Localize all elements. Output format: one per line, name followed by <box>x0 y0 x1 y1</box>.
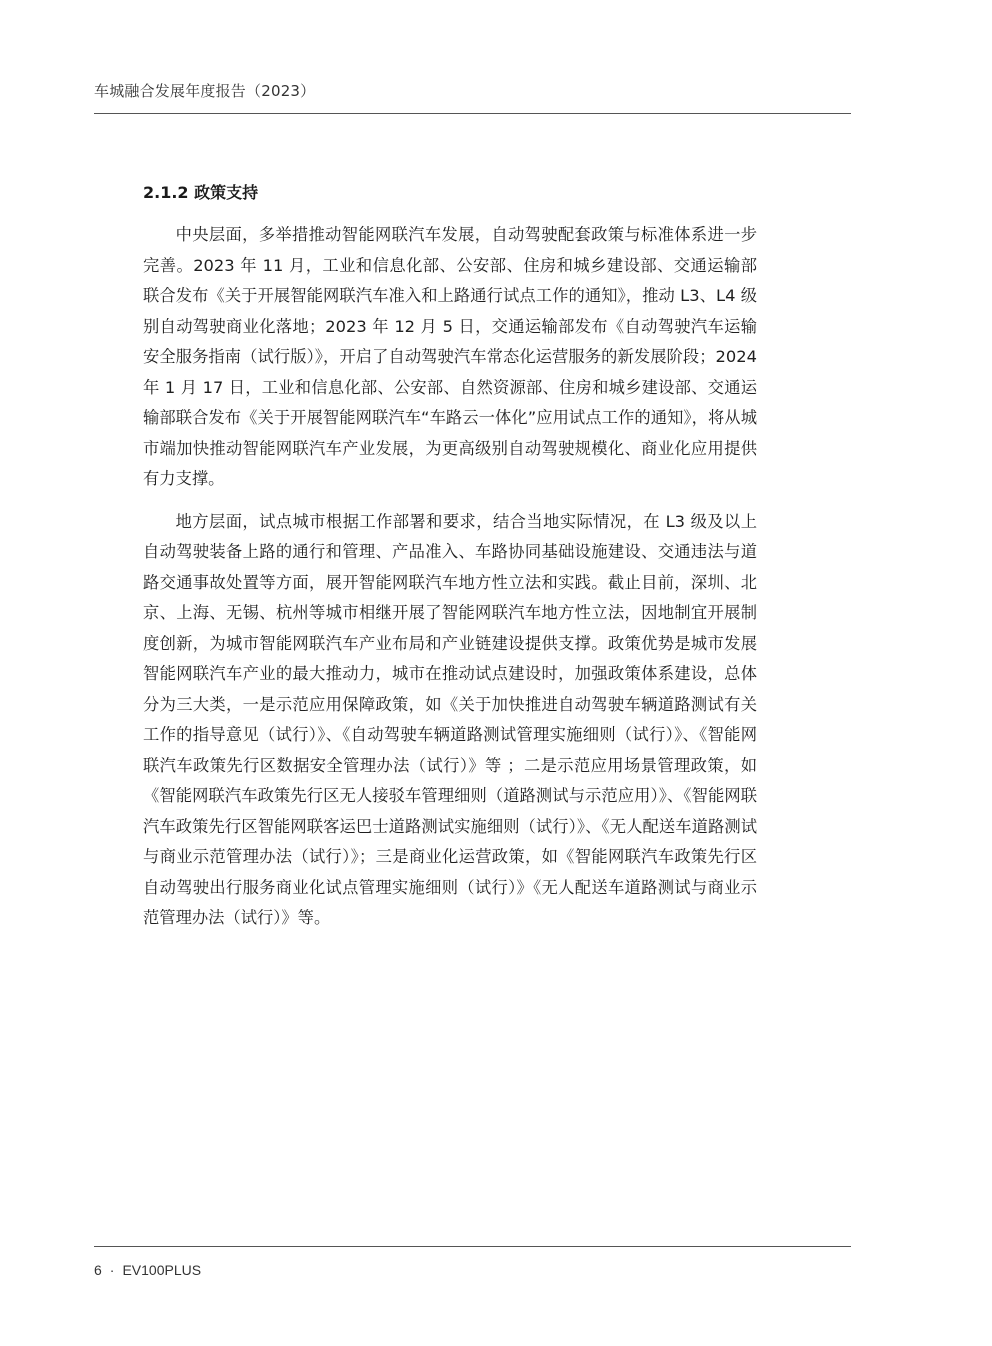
report-title: 车城融合发展年度报告（2023） <box>94 82 316 100</box>
header-divider <box>94 113 851 114</box>
page-footer <box>94 1262 201 1278</box>
page-number: 6 <box>94 1262 102 1278</box>
paragraph-central-policy: 中央层面，多举措推动智能网联汽车发展，自动驾驶配套政策与标准体系进一步完善。2023 年 11 月，工业和信息化部、公安部、住房和城乡建设部、交通运输部联合发布《关于开展智能网联汽车准入和上路通行试点工作的通知》，推动 L3、L4 级别自动驾驶商业化落地；2023 年 12 月 5 日，交通运输部发布《自动驾驶汽车运输安全服务指南（试行版）》，开启了自动驾驶汽车常态化运营服务的新发展阶段；2024 年 1 月 17 日，工业和信息化部、公安部、自然资源部、住房和城乡建设部、交通运输部联合发布《关于开展智能网联汽车“车路云一体化”应用试点工作的通知》，将从城市端加快推动智能网联汽车产业发展，为更高级别自动驾驶规模化、商业化应用提供有力支撑。 <box>143 225 757 488</box>
footer-separator: · <box>109 1262 115 1278</box>
footer-divider <box>94 1246 851 1247</box>
section-heading: 2.1.2 政策支持 <box>143 183 259 202</box>
paragraph-local-policy: 地方层面，试点城市根据工作部署和要求，结合当地实际情况，在 L3 级及以上自动驾驶装备上路的通行和管理、产品准入、车路协同基础设施建设、交通违法与道路交通事故处置等方面，展开智能网联汽车地方性立法和实践。截止目前，深圳、北京、上海、无锡、杭州等城市相继开展了智能网联汽车地方性立法，因地制宜开展制度创新，为城市智能网联汽车产业布局和产业链建设提供支撑。政策优势是城市发展智能网联汽车产业的最大推动力，城市在推动试点建设时，加强政策体系建设，总体分为三大类，一是示范应用保障政策，如《关于加快推进自动驾驶车辆道路测试有关工作的指导意见（试行）》、《自动驾驶车辆道路测试管理实施细则（试行）》、《智能网联汽车政策先行区数据安全管理办法（试行）》等 ；二是示范应用场景管理政策，如《智能网联汽车政策先行区无人接驳车管理细则（道路测试与示范应用）》、《智能网联汽车政策先行区智能网联客运巴士道路测试实施细则（试行）》、《无人配送车道路测试与商业示范管理办法（试行）》；三是商业化运营政策，如《智能网联汽车政策先行区自动驾驶出行服务商业化试点管理实施细则（试行）》《无人配送车道路测试与商业示范管理办法（试行）》等。 <box>143 511 757 927</box>
footer-brand: EV100PLUS <box>122 1262 202 1278</box>
body-text <box>143 220 757 946</box>
